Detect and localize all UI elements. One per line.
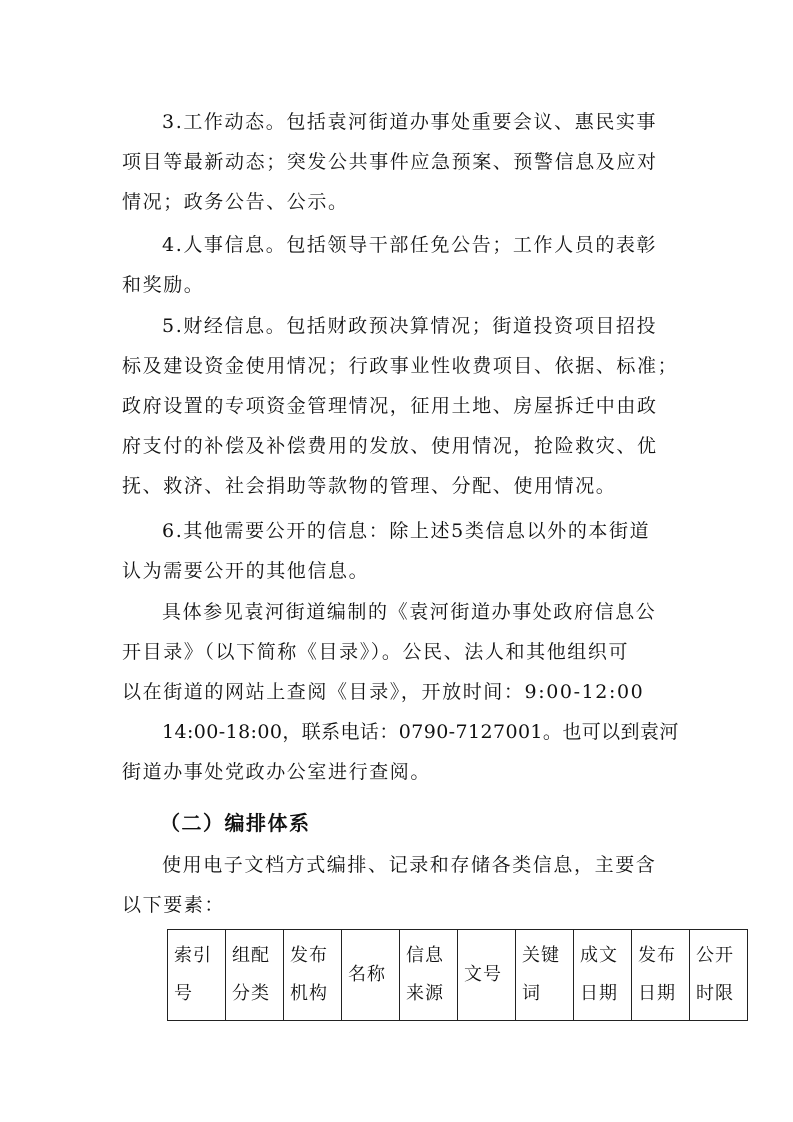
- cell-line: 分类: [232, 983, 270, 1004]
- table-cell: [342, 930, 400, 1021]
- paragraph-other-info: [122, 511, 673, 591]
- cell-line: 信息: [406, 945, 444, 966]
- text-line: 项目等最新动态；突发公共事件应急预案、预警信息及应对: [122, 151, 658, 173]
- text-line: 认为需要公开的其他信息。: [122, 560, 370, 582]
- table-cell: [226, 930, 284, 1021]
- cell-line: 日期: [638, 983, 676, 1004]
- cell-line: 机构: [290, 983, 328, 1004]
- cell-line: 名称: [348, 964, 386, 985]
- table-cell: [284, 930, 342, 1021]
- text-line: 4.人事信息。包括领导干部任免公告；工作人员的表彰: [162, 234, 658, 256]
- text-line: 街道办事处党政办公室进行查阅。: [122, 761, 432, 783]
- cell-line: 组配: [232, 945, 270, 966]
- table-cell: [458, 930, 516, 1021]
- table-cell: [168, 930, 226, 1021]
- paragraph-catalog-reference: [122, 592, 679, 792]
- text-line: 14:00-18:00，联系电话：0790-7127001。也可以到袁河: [162, 721, 679, 743]
- table-cell: [400, 930, 458, 1021]
- text-line: 和奖励。: [122, 274, 205, 296]
- text-line: 6.其他需要公开的信息：除上述5类信息以外的本街道: [162, 520, 651, 542]
- cell-line: 成文: [580, 945, 618, 966]
- paragraph-personnel-info: [122, 225, 673, 305]
- text-line: 5.财经信息。包括财政预决算情况；街道投资项目招投: [162, 315, 658, 337]
- cell-line: 公开: [696, 945, 734, 966]
- table-cell: [632, 930, 690, 1021]
- cell-line: 号: [174, 983, 193, 1004]
- text-line: 政府设置的专项资金管理情况，征用土地、房屋拆迁中由政: [122, 395, 658, 417]
- text-line: 府支付的补偿及补偿费用的发放、使用情况，抢险救灾、优: [122, 435, 658, 457]
- elements-table: [167, 929, 748, 1021]
- text-line: 以在街道的网站上查阅《目录》，开放时间：9:00-12:00: [122, 681, 645, 703]
- text-line: 开目录》（以下简称《目录》）。公民、法人和其他组织可: [122, 641, 630, 663]
- cell-line: 关键: [522, 945, 560, 966]
- table-cell: [574, 930, 632, 1021]
- text-line: 3.工作动态。包括袁河街道办事处重要会议、惠民实事: [162, 111, 658, 133]
- cell-line: 文号: [464, 964, 502, 985]
- cell-line: 日期: [580, 983, 618, 1004]
- cell-line: 索引: [174, 945, 212, 966]
- cell-line: 发布: [290, 945, 328, 966]
- table-row: [168, 930, 748, 1021]
- section-heading: （二）编排体系: [160, 811, 311, 835]
- paragraph-work-dynamics: [122, 102, 673, 222]
- table-cell: [516, 930, 574, 1021]
- paragraph-financial-info: [122, 306, 679, 506]
- text-line: 具体参见袁河街道编制的《袁河街道办事处政府信息公: [162, 601, 657, 623]
- cell-line: 词: [522, 983, 541, 1004]
- text-line: 使用电子文档方式编排、记录和存储各类信息，主要含: [162, 854, 657, 876]
- text-line: 标及建设资金使用情况；行政事业性收费项目、依据、标准；: [122, 355, 679, 377]
- text-line: 抚、救济、社会捐助等款物的管理、分配、使用情况。: [122, 475, 617, 497]
- cell-line: 来源: [406, 983, 444, 1004]
- text-line: 情况；政务公告、公示。: [122, 191, 349, 213]
- paragraph-layout-intro: [122, 845, 673, 925]
- cell-line: 时限: [696, 983, 734, 1004]
- cell-line: 发布: [638, 945, 676, 966]
- table-cell: [690, 930, 748, 1021]
- text-line: 以下要素：: [122, 894, 226, 916]
